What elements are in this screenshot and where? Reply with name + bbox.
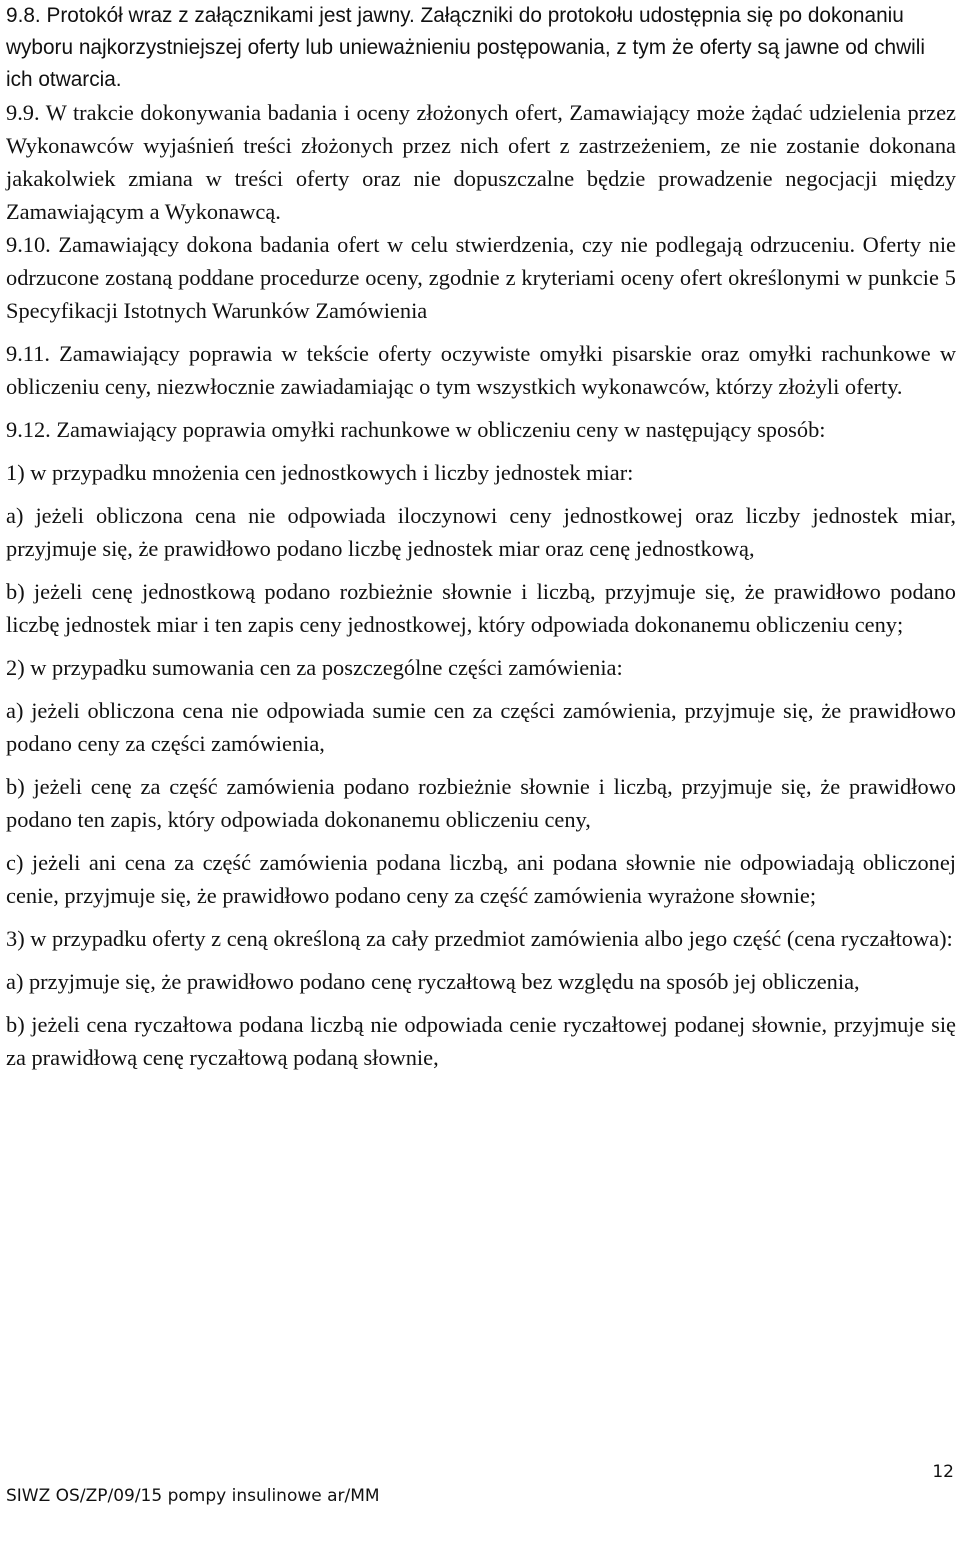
list-item-2b: b) jeżeli cenę za część zamówienia podano rozbieżnie słownie i liczbą, przyjmuje się, że prawidłowo podano ten zapis, który odpowiada dokonanemu obliczeniu ceny, (6, 774, 956, 832)
paragraph-9-10: 9.10. Zamawiający dokona badania ofert w celu stwierdzenia, czy nie podlegają odrzuceniu. Oferty nie odrzucone zostaną poddane procedurze oceny, zgodnie z kryteriami oceny ofert określonymi w punkcie 5 Specyfikacji Istotnych Warunków Zamówienia (6, 232, 956, 323)
list-item-1: 1) w przypadku mnożenia cen jednostkowych i liczby jednostek miar: (6, 460, 634, 485)
paragraph-9-11: 9.11. Zamawiający poprawia w tekście oferty oczywiste omyłki pisarskie oraz omyłki rachunkowe w obliczeniu ceny, niezwłocznie zawiadamiając o tym wszystkich wykonawców, którzy złożyli oferty. (6, 341, 956, 399)
paragraph-9-8: 9.8. Protokół wraz z załącznikami jest jawny. Załączniki do protokołu udostępnia się po dokonaniu wyboru najkorzystniejszej oferty lub unieważnieniu postępowania, z tym że oferty są jawne od chwili ich otwarcia. (6, 4, 925, 91)
list-item-3: 3) w przypadku oferty z ceną określoną za cały przedmiot zamówienia albo jego część (cena ryczałtowa): (6, 926, 953, 951)
paragraph-9-9: 9.9. W trakcie dokonywania badania i oceny złożonych ofert, Zamawiający może żądać udzielenia przez Wykonawców wyjaśnień treści złożonych przez nich ofert z zastrzeżeniem, ze nie zostanie dokonana jakakolwiek zmiana w treści oferty oraz nie dopuszczalne będzie prowadzenie negocjacji między Zamawiającym a Wykonawcą. (6, 100, 956, 224)
footer-doc-id: SIWZ OS/ZP/09/15 pompy insulinowe ar/MM (6, 1486, 380, 1506)
list-item-2c: c) jeżeli ani cena za część zamówienia podana liczbą, ani podana słownie nie odpowiadają obliczonej cenie, przyjmuje się, że prawidłowo podano ceny za część zamówienia wyrażone słownie; (6, 850, 956, 908)
list-item-3b: b) jeżeli cena ryczałtowa podana liczbą nie odpowiada cenie ryczałtowej podanej słownie, przyjmuje się za prawidłową cenę ryczałtową podaną słownie, (6, 1012, 956, 1070)
list-item-2: 2) w przypadku sumowania cen za poszczególne części zamówienia: (6, 655, 623, 680)
document-body (6, 0, 956, 1074)
list-item-2a: a) jeżeli obliczona cena nie odpowiada sumie cen za części zamówienia, przyjmuje się, że prawidłowo podano ceny za części zamówienia, (6, 698, 956, 756)
paragraph-9-12: 9.12. Zamawiający poprawia omyłki rachunkowe w obliczeniu ceny w następujący sposób: (6, 417, 826, 442)
list-item-1a: a) jeżeli obliczona cena nie odpowiada iloczynowi ceny jednostkowej oraz liczby jednostek miar, przyjmuje się, że prawidłowo podano liczbę jednostek miar oraz cenę jednostkową, (6, 503, 956, 561)
page-number: 12 (932, 1462, 954, 1482)
list-item-1b: b) jeżeli cenę jednostkową podano rozbieżnie słownie i liczbą, przyjmuje się, że prawidłowo podano liczbę jednostek miar i ten zapis ceny jednostkowej, który odpowiada dokonanemu obliczeniu ceny; (6, 579, 956, 637)
list-item-3a: a) przyjmuje się, że prawidłowo podano cenę ryczałtową bez względu na sposób jej obliczenia, (6, 969, 860, 994)
